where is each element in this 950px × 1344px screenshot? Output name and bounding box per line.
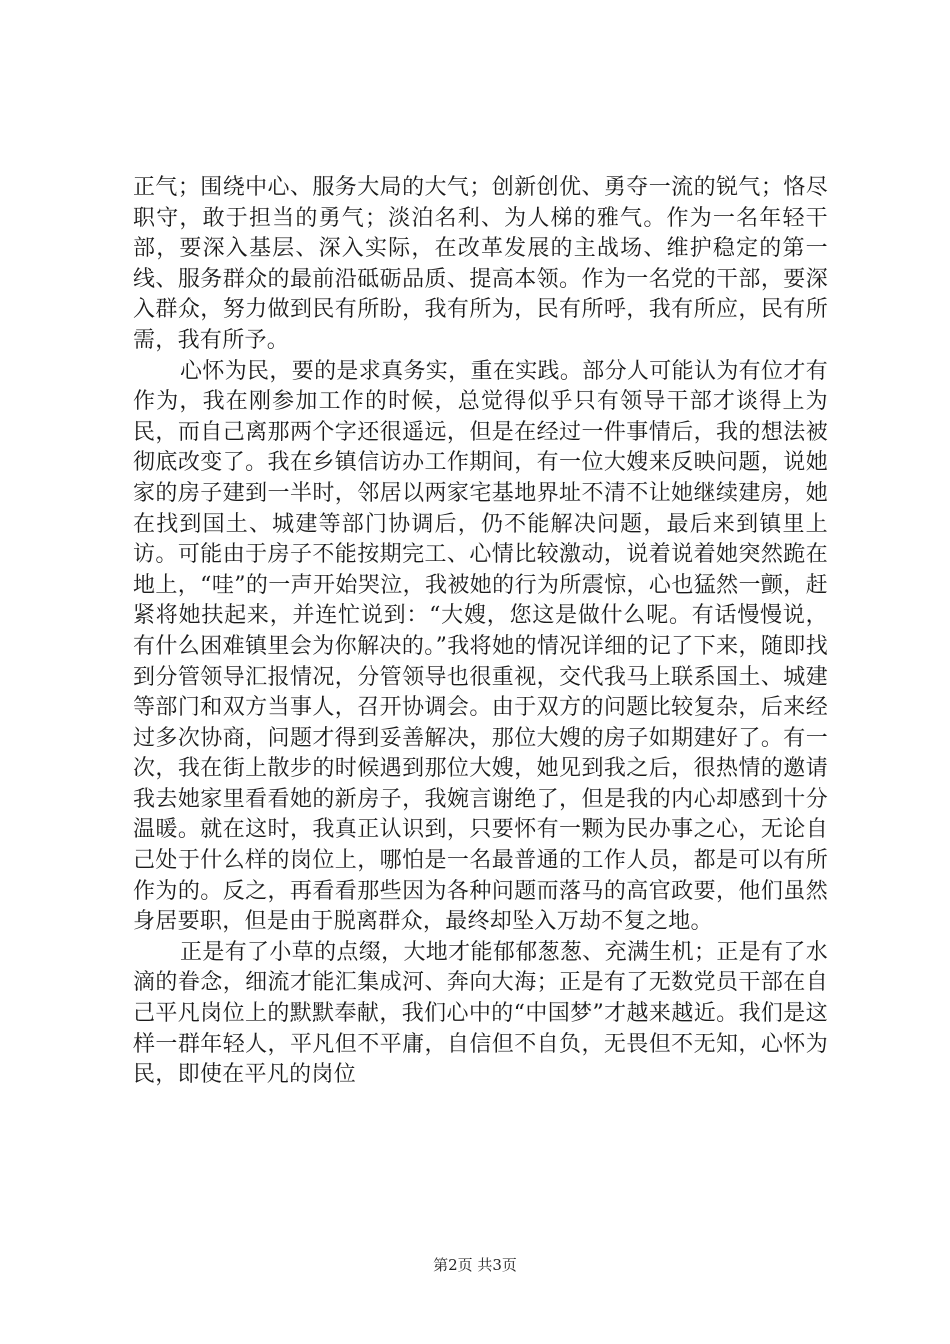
paragraph-3: 正是有了小草的点缀，大地才能郁郁葱葱、充满生机；正是有了水滴的眷念，细流才能汇集成河、奔向大海；正是有了无数党员干部在自己平凡岗位上的默默奉献，我们心中的“中国梦”才越来越近。我们是这样一群年轻人，平凡但不平庸，自信但不自负，无畏但不无知，心怀为民，即使在平凡的岗位 [133,939,828,1088]
paragraph-2: 心怀为民，要的是求真务实，重在实践。部分人可能认为有位才有作为，我在刚参加工作的时候，总觉得似乎只有领导干部才谈得上为民，而自己离那两个字还很遥远，但是在经过一件事情后，我的想法被彻底改变了。我在乡镇信访办工作期间，有一位大嫂来反映问题，说她家的房子建到一半时，邻居以两家宅基地界址不清不让她继续建房，她在找到国土、城建等部门协调后，仍不能解决问题，最后来到镇里上访。可能由于房子不能按期完工、心情比较激动，说着说着她突然跪在地上，“哇”的一声开始哭泣，我被她的行为所震惊，心也猛然一颤，赶紧将她扶起来，并连忙说到：“大嫂，您这是做什么呢。有话慢慢说，有什么困难镇里会为你解决的。”我将她的情况详细的记了下来，随即找到分管领导汇报情况，分管领导也很重视，交代我马上联系国土、城建等部门和双方当事人，召开协调会。由于双方的问题比较复杂，后来经过多次协商，问题才得到妥善解决，那位大嫂的房子如期建好了。有一次，我在街上散步的时候遇到那位大嫂，她见到我之后，很热情的邀请我去她家里看看她的新房子，我婉言谢绝了，但是我的内心却感到十分温暖。就在这时，我真正认识到，只要怀有一颗为民办事之心，无论自己处于什么样的岗位上，哪怕是一名最普通的工作人员，都是可以有所作为的。反之，再看看那些因为各种问题而落马的高官政要，他们虽然身居要职，但是由于脱离群众，最终却坠入万劫不复之地。 [133,358,828,935]
document-body [133,173,828,1091]
page-footer: 第2页 共3页 [433,1256,517,1274]
paragraph-1: 正气；围绕中心、服务大局的大气；创新创优、勇夺一流的锐气；恪尽职守，敢于担当的勇气；淡泊名利、为人梯的雅气。作为一名年轻干部，要深入基层、深入实际，在改革发展的主战场、维护稳定的第一线、服务群众的最前沿砥砺品质、提高本领。作为一名党的干部，要深入群众，努力做到民有所盼，我有所为，民有所呼，我有所应，民有所需，我有所予。 [133,175,828,353]
